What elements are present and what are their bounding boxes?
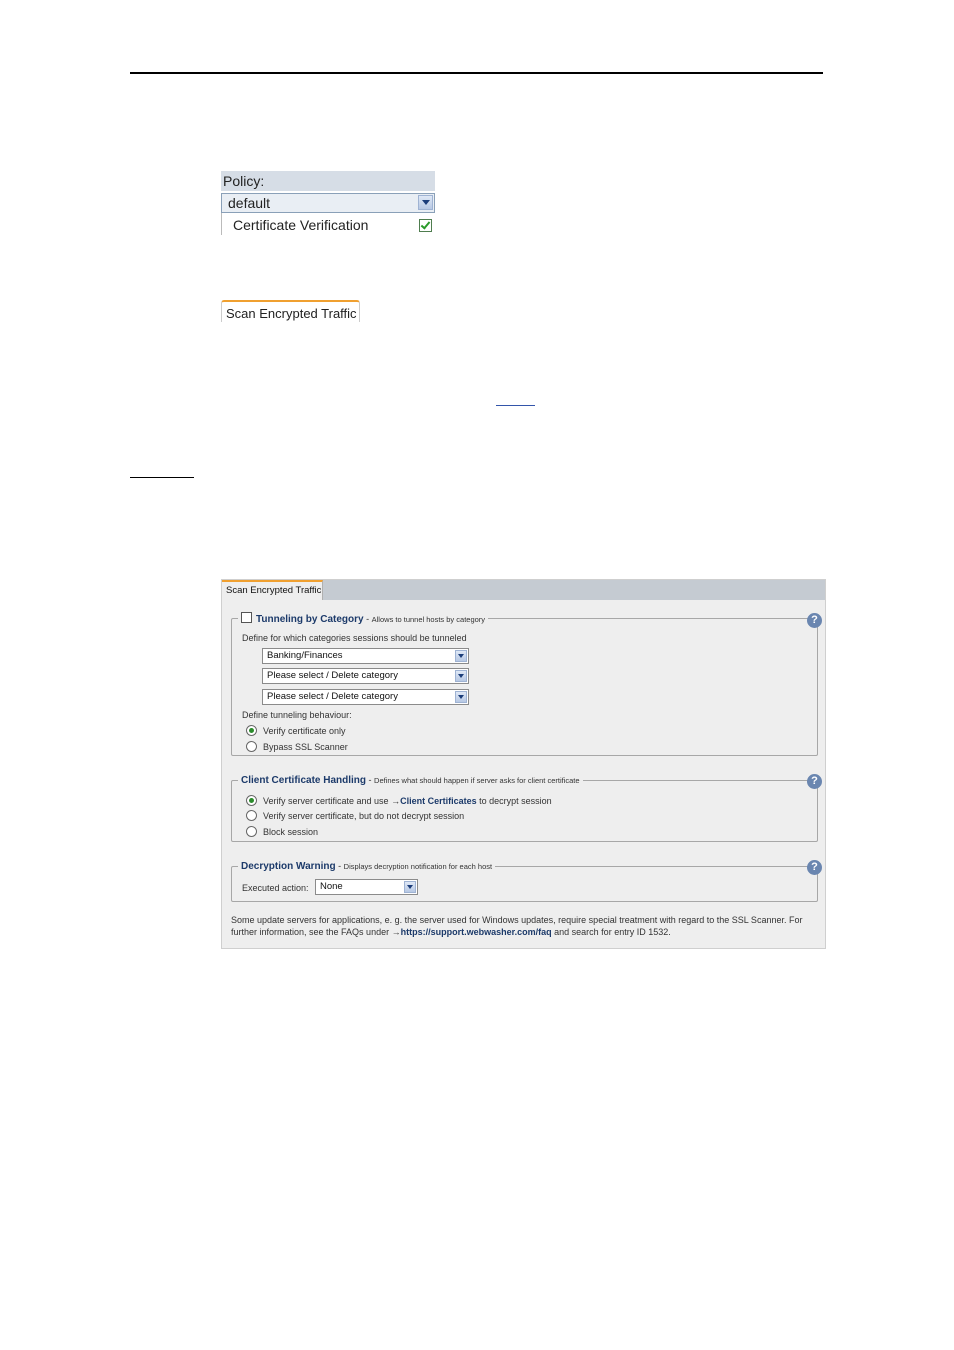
executed-action-label: Executed action: xyxy=(242,883,309,893)
help-icon[interactable]: ? xyxy=(807,613,822,628)
radio-verify-certificate-only[interactable] xyxy=(246,725,346,736)
chevron-down-icon[interactable] xyxy=(455,691,467,703)
chevron-down-icon[interactable] xyxy=(455,650,467,662)
note-text: Some update servers for applications, e. g. the server used for Windows updates, require special treatment with regard to the SSL Scanner. For further information, see the FAQs under xyxy=(231,915,803,937)
radio-block-session[interactable] xyxy=(246,826,318,837)
tunneling-define-label: Define for which categories sessions should be tunneled xyxy=(242,633,467,643)
executed-action-select[interactable] xyxy=(315,879,418,895)
tunneling-title: Tunneling by Category xyxy=(256,614,364,625)
radio-button[interactable] xyxy=(246,725,257,736)
chevron-down-icon[interactable] xyxy=(404,881,416,893)
certificate-verification-row xyxy=(221,213,435,235)
chevron-down-icon[interactable] xyxy=(455,670,467,682)
tunneling-checkbox[interactable] xyxy=(241,612,252,623)
tunneling-legend xyxy=(238,612,488,625)
radio-button[interactable] xyxy=(246,741,257,752)
separator: - xyxy=(338,861,342,871)
client-certificate-legend xyxy=(238,775,583,786)
chevron-down-icon[interactable] xyxy=(418,195,433,210)
client-certificate-description: Defines what should happen if server asks for client certificate xyxy=(374,776,580,785)
note-text-end: and search for entry ID 1532. xyxy=(554,927,671,937)
link-underline[interactable] xyxy=(496,405,535,406)
tunneling-behaviour-label: Define tunneling behaviour: xyxy=(242,710,352,720)
separator: - xyxy=(368,775,372,785)
category-select-2[interactable] xyxy=(262,668,469,684)
client-certificates-link[interactable]: Client Certificates xyxy=(400,796,477,806)
radio-label-prefix: Verify server certificate and use xyxy=(263,796,389,806)
policy-panel xyxy=(221,171,435,235)
client-certificate-group xyxy=(231,775,818,842)
tunneling-description: Allows to tunnel hosts by category xyxy=(371,615,486,624)
category-select-2-value: Please select / Delete category xyxy=(267,670,398,681)
separator: - xyxy=(366,614,370,624)
arrow-icon: → xyxy=(391,927,401,937)
heading-underline xyxy=(130,477,194,478)
policy-select-value: default xyxy=(228,195,271,211)
category-select-3[interactable] xyxy=(262,689,469,705)
scan-encrypted-traffic-panel xyxy=(221,579,826,949)
certificate-verification-checkbox[interactable] xyxy=(419,219,432,232)
category-select-1[interactable] xyxy=(262,648,469,664)
tab-scan-encrypted-traffic[interactable]: Scan Encrypted Traffic xyxy=(221,300,360,322)
page-header-rule xyxy=(130,72,823,74)
category-select-1-value: Banking/Finances xyxy=(267,650,343,661)
radio-verify-no-decrypt[interactable] xyxy=(246,810,464,821)
executed-action-value: None xyxy=(320,881,343,892)
help-icon[interactable]: ? xyxy=(807,860,822,875)
policy-header: Policy: xyxy=(221,171,435,191)
radio-label: Block session xyxy=(263,827,319,837)
radio-button[interactable] xyxy=(246,810,257,821)
radio-label: Verify server certificate, but do not decrypt session xyxy=(263,811,465,821)
tab-scan-encrypted-traffic-active[interactable]: Scan Encrypted Traffic xyxy=(222,580,323,600)
decryption-warning-title: Decryption Warning xyxy=(241,861,336,872)
arrow-icon: → xyxy=(391,796,401,806)
radio-label: Verify certificate only xyxy=(263,726,346,736)
update-servers-note xyxy=(231,914,811,938)
client-certificate-title: Client Certificate Handling xyxy=(241,775,367,786)
radio-bypass-ssl-scanner[interactable] xyxy=(246,741,348,752)
radio-label: Bypass SSL Scanner xyxy=(263,742,348,752)
faq-link[interactable]: https://support.webwasher.com/faq xyxy=(400,927,552,937)
decryption-warning-description: Displays decryption notification for each host xyxy=(343,862,493,871)
decryption-warning-legend xyxy=(238,861,495,872)
policy-select[interactable] xyxy=(221,193,435,213)
help-icon[interactable]: ? xyxy=(807,774,822,789)
radio-verify-and-decrypt[interactable] xyxy=(246,795,552,806)
category-select-3-value: Please select / Delete category xyxy=(267,691,398,702)
radio-button[interactable] xyxy=(246,826,257,837)
radio-button[interactable] xyxy=(246,795,257,806)
radio-label-suffix: to decrypt session xyxy=(479,796,552,806)
certificate-verification-label: Certificate Verification xyxy=(233,217,369,233)
